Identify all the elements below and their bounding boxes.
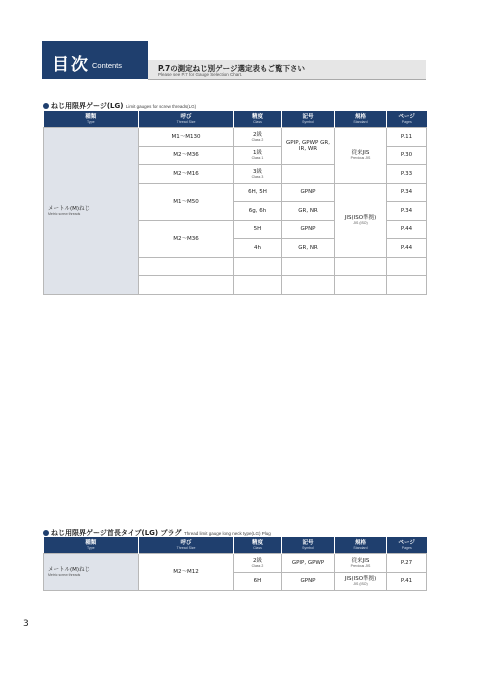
contents-title-jp: 目次 <box>52 55 90 75</box>
limit-gauge-table <box>43 111 427 295</box>
table-cell: 5H <box>234 220 282 239</box>
table-cell: M2～M16 <box>139 165 234 184</box>
table-cell: GPIP, GPWP GR, IR, WR <box>282 128 335 165</box>
header-standard: 規格 Standard <box>335 111 387 128</box>
table-cell: メートル(M)ねじ Metric screw threads <box>44 554 139 591</box>
table-cell <box>282 276 335 295</box>
table-cell: 6H, 5H <box>234 183 282 202</box>
long-neck-gauge-table-body <box>44 554 427 591</box>
table-cell: M2～M12 <box>139 554 234 591</box>
header-standard: 規格 Standard <box>335 537 387 554</box>
table-header-row <box>44 111 427 128</box>
table-cell: 6g, 6h <box>234 202 282 221</box>
long-neck-gauge-table <box>43 537 427 591</box>
table-cell <box>234 257 282 276</box>
table-cell: 従来JIS Previous JIS <box>335 554 387 573</box>
header-class: 精度 Class <box>234 537 282 554</box>
bullet-icon <box>43 103 49 109</box>
header-pages: ページ Pages <box>387 111 427 128</box>
table-cell: GPNP <box>282 220 335 239</box>
table-cell: GPNP <box>282 183 335 202</box>
section1-title-jp: ねじ用限界ゲージ(LG) <box>51 102 124 110</box>
header-symbol: 記号 Symbol <box>282 537 335 554</box>
table-cell: 3級 Class 3 <box>234 165 282 184</box>
header-thread-size: 呼び Thread Size <box>139 111 234 128</box>
table-cell <box>335 257 387 276</box>
table-row <box>44 128 427 147</box>
table-cell: GR, NR <box>282 239 335 258</box>
table-cell: 従来JIS Previous JIS <box>335 128 387 184</box>
table-cell: P.27 <box>387 554 427 573</box>
table-cell <box>139 276 234 295</box>
table-cell: メートル(M)ねじ Metric screw threads <box>44 128 139 295</box>
table-cell: M1～M50 <box>139 183 234 220</box>
table-cell: GR, NR <box>282 202 335 221</box>
page-number: 3 <box>23 619 29 629</box>
table-cell: P.34 <box>387 183 427 202</box>
table-header-row <box>44 537 427 554</box>
table-cell: GPNP <box>282 572 335 591</box>
table-cell <box>335 276 387 295</box>
table-cell: P.44 <box>387 239 427 258</box>
table-cell <box>387 276 427 295</box>
table-cell: JIS(ISO準拠) JIS (ISO) <box>335 183 387 257</box>
section2-title-jp: ねじ用限界ゲージ首長タイプ(LG) プラグ <box>51 529 182 537</box>
table-cell: P.44 <box>387 220 427 239</box>
header-thread-size: 呼び Thread Size <box>139 537 234 554</box>
table-cell <box>139 257 234 276</box>
table-cell: 6H <box>234 572 282 591</box>
table-row <box>44 554 427 573</box>
table-cell: P.41 <box>387 572 427 591</box>
gauge-chart-note <box>148 60 426 79</box>
table-cell: 1級 Class 1 <box>234 146 282 165</box>
table-cell <box>387 257 427 276</box>
table-cell: P.33 <box>387 165 427 184</box>
limit-gauge-table-body <box>44 128 427 295</box>
table-cell <box>282 165 335 184</box>
table-cell: M1～M130 <box>139 128 234 147</box>
table-cell: P.34 <box>387 202 427 221</box>
table-cell: 2級 Class 2 <box>234 554 282 573</box>
section1-title-en: Limit gauges for screw threads(LG) <box>125 104 197 109</box>
table-cell: P.30 <box>387 146 427 165</box>
bullet-icon <box>43 530 49 536</box>
table-cell: 2級 Class 2 <box>234 128 282 147</box>
table-cell: M2～M36 <box>139 220 234 257</box>
table-cell <box>282 257 335 276</box>
table-cell: JIS(ISO準拠) JIS (ISO) <box>335 572 387 591</box>
section1-title <box>43 101 196 111</box>
table-cell: M2～M36 <box>139 146 234 165</box>
contents-title-en: Contents <box>92 61 123 70</box>
header-type: 種類 Type <box>44 111 139 128</box>
header-class: 精度 Class <box>234 111 282 128</box>
gauge-chart-note-en: Please see P.7 for Gauge Selection Chart. <box>158 72 243 77</box>
contents-title-box <box>42 41 148 79</box>
header-type: 種類 Type <box>44 537 139 554</box>
header-pages: ページ Pages <box>387 537 427 554</box>
header-divider <box>148 79 426 80</box>
table-cell: 4h <box>234 239 282 258</box>
section2-title-en: Thread limit gauge long neck type(LG) Plug <box>184 531 271 536</box>
table-cell <box>234 276 282 295</box>
header-symbol: 記号 Symbol <box>282 111 335 128</box>
table-cell: GPIP, GPWP <box>282 554 335 573</box>
table-cell: P.11 <box>387 128 427 147</box>
gauge-chart-note-jp: P.7の測定ねじ別ゲージ選定表もご覧下さい <box>158 64 306 73</box>
